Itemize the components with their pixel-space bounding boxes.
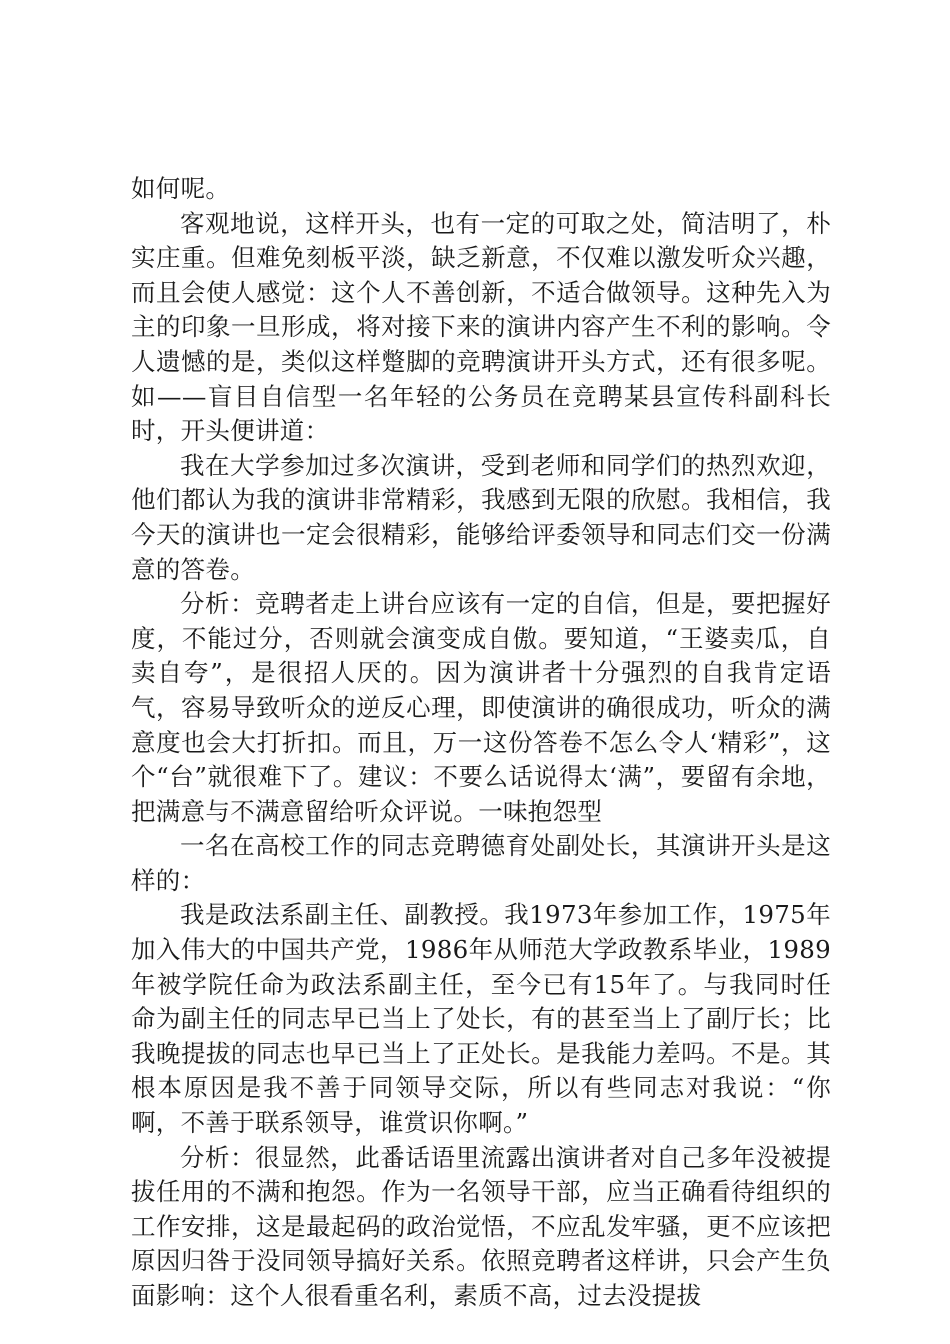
paragraph-1: 如何呢。 bbox=[131, 174, 231, 203]
paragraph-7: 分析：很显然，此番话语里流露出演讲者对自己多年没被提拔任用的不满和抱怨。作为一名领导干部，应当正确看待组织的工作安排，这是最起码的政治觉悟，不应乱发牢骚，更不应该把原因归咎于没同领导搞好关系。依照竞聘者这样讲，只会产生负面影响：这个人很看重名利，素质不高，过去没提拔 bbox=[131, 1142, 831, 1310]
paragraph-4: 分析：竞聘者走上讲台应该有一定的自信，但是，要把握好度，不能过分，否则就会演变成自傲。要知道，“王婆卖瓜，自卖自夸”，是很招人厌的。因为演讲者十分强烈的自我肯定语气，容易导致听众的逆反心理，即使演讲的确很成功，听众的满意度也会大打折扣。而且，万一这份答卷不怎么令人‘精彩”，这个“台”就很难下了。建议：不要么话说得太‘满”，要留有余地，把满意与不满意留给听众评说。一味抱怨型 bbox=[131, 589, 832, 826]
paragraph-5: 一名在高校工作的同志竞聘德育处副处长，其演讲开头是这样的： bbox=[131, 831, 831, 895]
paragraph-6: 我是政法系副主任、副教授。我1973年参加工作，1975年加入伟大的中国共产党，1986年从师范大学政教系毕业，1989年被学院任命为政法系副主任，至今已有15年了。与我同时任命为副主任的同志早已当上了处长，有的甚至当上了副厅长；比我晚提拔的同志也早已当上了正处长。是我能力差吗。不是。其根本原因是我不善于同领导交际，所以有些同志对我说：“你啊，不善于联系领导，谁赏识你啊。” bbox=[131, 900, 831, 1138]
paragraph-3: 我在大学参加过多次演讲，受到老师和同学们的热烈欢迎，他们都认为我的演讲非常精彩，我感到无限的欣慰。我相信，我今天的演讲也一定会很精彩，能够给评委领导和同志们交一份满意的答卷。 bbox=[131, 450, 831, 584]
paragraph-2: 客观地说，这样开头，也有一定的可取之处，简洁明了，朴实庄重。但难免刻板平淡，缺乏新意，不仅难以激发听众兴趣，而且会使人感觉：这个人不善创新，不适合做领导。这种先入为主的印象一旦形成，将对接下来的演讲内容产生不利的影响。令人遗憾的是，类似这样蹩脚的竞聘演讲开头方式，还有很多呢。如——盲目自信型一名年轻的公务员在竞聘某县宣传科副科长时，开头便讲道： bbox=[131, 208, 831, 446]
document-body bbox=[131, 172, 831, 1314]
